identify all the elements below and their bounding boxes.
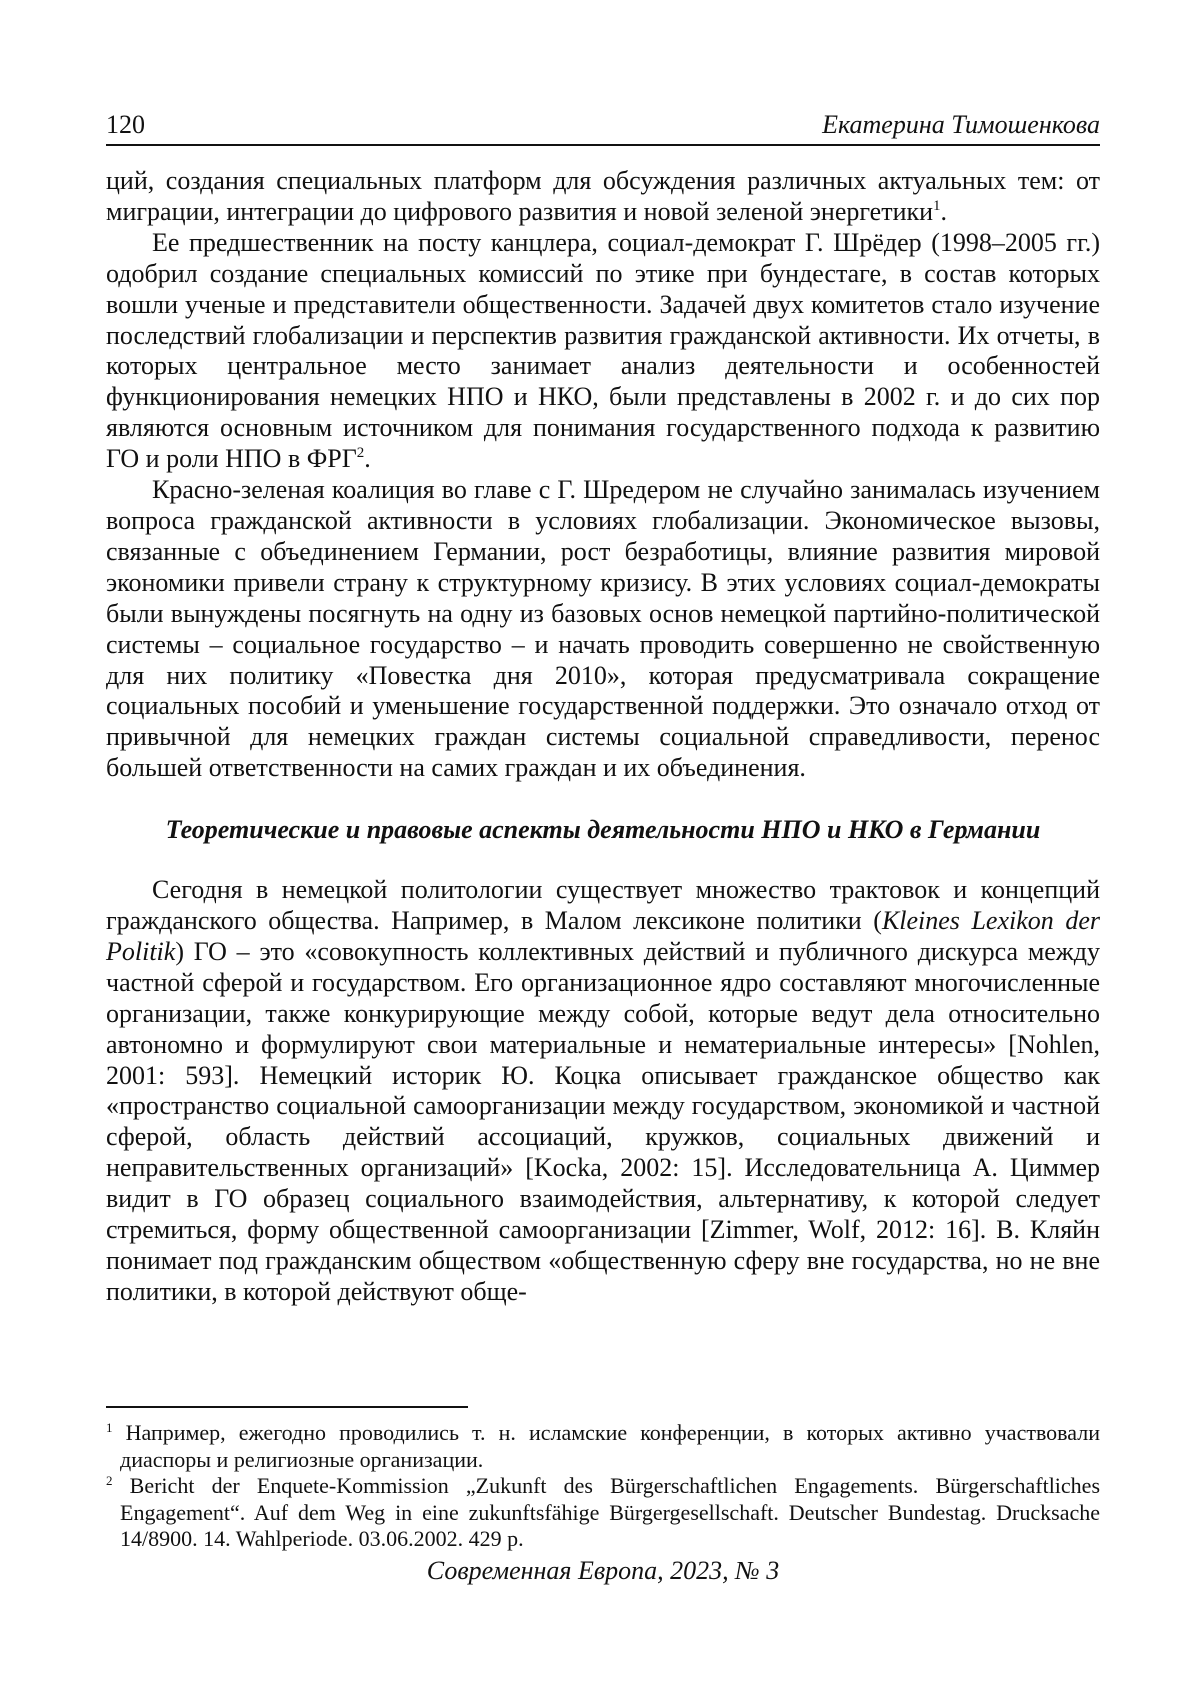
footnote-1	[106, 1420, 1100, 1473]
footnote-divider	[106, 1406, 468, 1408]
footnote-marker: 2	[106, 1473, 113, 1488]
footnotes	[106, 1420, 1100, 1553]
footnote-2	[106, 1473, 1100, 1553]
running-head	[106, 104, 1100, 146]
latin-title: Kleines Lexikon der Politik	[106, 906, 1100, 966]
footnote-ref-1[interactable]: 1	[933, 197, 941, 214]
paragraph-end: .	[364, 444, 371, 474]
paragraph-end: .	[940, 196, 948, 226]
page-number: 120	[106, 110, 145, 139]
footnote-marker: 1	[106, 1420, 113, 1435]
running-head-author: Екатерина Тимошенкова	[822, 110, 1100, 139]
paragraph-concepts	[106, 875, 1100, 1308]
journal-footer: Современная Европа, 2023, № 3	[426, 1556, 780, 1585]
footnote-text: Bericht der Enquete-Kommission „Zukunft des Bürgerschaftlichen Engagements. Bürgerschaftliches Engagement“. Auf dem Weg in eine zukunftsfähige Bürgergesellschaft. Deutscher Bundestag. Drucksache 14/8900. 14. Wahlperiode. 03.06.2002. 429 p.	[120, 1473, 1101, 1551]
paragraph-text: Ее предшественник на посту канцлера, социал-демократ Г. Шрёдер (1998–2005 гг.) одобрил создание специальных комиссий по этике при бундестаге, в состав которых вошли ученые и представители общественности. Задачей двух комитетов стало изучение последствий глобализации и перспектив развития гражданской активности. Их отчеты, в которых центральное место занимает анализ деятельности и особенностей функционирования немецких НПО и НКО, были представлены в 2002 г. и до сих пор являются основным источником для понимания государственного подхода к развитию ГО и роли НПО в ФРГ	[106, 227, 1100, 474]
paragraph-schroeder	[106, 228, 1100, 475]
footnote-text: Например, ежегодно проводились т. н. исламские конференции, в которых активно участвовали диаспоры и религиозные организации.	[120, 1420, 1100, 1472]
article-body	[106, 166, 1100, 1308]
paragraph-text: Сегодня в немецкой политологии существует множество трактовок и концепций гражданского общества. Например, в Малом лексиконе политики (	[106, 875, 1100, 936]
paragraph-text: ций, создания специальных платформ для обсуждения различных актуальных тем: от миграции, интеграции до цифрового развития и новой зеленой энергетики	[106, 166, 1100, 226]
paragraph-continued	[106, 166, 1100, 228]
section-heading: Теоретические и правовые аспекты деятельности НПО и НКО в Германии	[165, 815, 1041, 845]
paragraph-red-green-coalition: Красно-зеленая коалиция во главе с Г. Шредером не случайно занималась изучением вопроса гражданской активности в условиях глобализации. Экономическое вызовы, связанные с объединением Германии, рост безработицы, влияние развития мировой экономики привели страну к структурному кризису. В этих условиях социал-демократы были вынуждены посягнуть на одну из базовых основ немецкой партийно-политической системы – социальное государство – и начать проводить совершенно не свойственную для них политику «Повестка дня 2010», которая предусматривала сокращение социальных пособий и уменьшение государственной поддержки. Это означало отход от привычной для немецких граждан системы социальной справедливости, перенос большей ответственности на самих граждан и их объединения.	[106, 475, 1100, 783]
paragraph-text: ) ГО – это «совокупность коллективных действий и публичного дискурса между частной сферой и государством. Его организационное ядро составляют многочисленные организации, также конкурирующие между собой, которые ведут дела относительно автономно и формулируют свои материальные и нематериальные интересы» [Nohlen, 2001: 593]. Немецкий историк Ю. Коцка описывает гражданское общество как «пространство социальной самоорганизации между государством, экономикой и частной сферой, область действий ассоциаций, кружков, социальных движений и неправительственных организаций» [Kocka, 2002: 15]. Исследовательница А. Циммер видит в ГО образец социального взаимодействия, альтернативу, к которой следует стремиться, форму общественной самоорганизации [Zimmer, Wolf, 2012: 16]. В. Кляйн понимает под гражданским обществом «общественную сферу вне государства, но не вне политики, в которой действуют обще-	[106, 936, 1100, 1306]
footnote-ref-2[interactable]: 2	[356, 445, 365, 462]
